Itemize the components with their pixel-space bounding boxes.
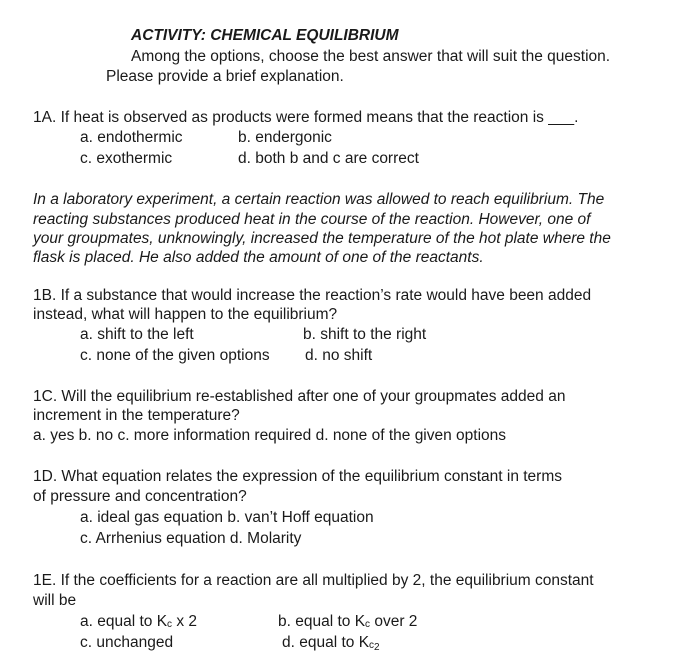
q1e-option-b-subscript: c (365, 619, 371, 630)
question-1c-line-2: increment in the temperature? (33, 407, 240, 424)
question-1c-line-1: 1C. Will the equilibrium re-established after one of your groupmates added an (33, 388, 566, 405)
q1e-option-b (278, 612, 417, 634)
q1b-option-d: d. no shift (305, 347, 373, 364)
scenario-line-4: flask is placed. He also added the amount of one of the reactants. (33, 249, 484, 266)
q1a-option-c: c. exothermic (80, 150, 173, 167)
q1e-option-d (282, 633, 380, 655)
q1d-options-line-1: a. ideal gas equation b. van’t Hoff equation (80, 509, 374, 526)
q1e-option-a-subscript: c (167, 619, 173, 630)
q1b-option-b: b. shift to the right (303, 326, 427, 343)
question-1d-line-2: of pressure and concentration? (33, 488, 247, 505)
question-1e-line-1: 1E. If the coefficients for a reaction are all multiplied by 2, the equilibrium constant (33, 572, 594, 589)
instruction-line-1: Among the options, choose the best answer that will suit the question. (131, 48, 611, 65)
instruction-line-2: Please provide a brief explanation. (106, 68, 344, 85)
activity-title: ACTIVITY: CHEMICAL EQUILIBRIUM (131, 27, 399, 44)
question-1b-line-2: instead, what will happen to the equilibrium? (33, 306, 338, 323)
question-1a: 1A. If heat is observed as products were formed means that the reaction is ___. (33, 109, 579, 126)
question-1d-line-1: 1D. What equation relates the expression of the equilibrium constant in terms (33, 468, 562, 485)
question-1e-line-2: will be (33, 592, 77, 609)
q1e-option-a (80, 612, 197, 634)
scenario-line-3: your groupmates, unknowingly, increased the temperature of the hot plate where the (33, 230, 611, 247)
q1b-option-a: a. shift to the left (80, 326, 194, 343)
q1e-option-d-subscript: c (369, 640, 375, 651)
q1a-option-d: d. both b and c are correct (238, 150, 419, 167)
scenario-line-2: reacting substances produced heat in the course of the reaction. However, one of (33, 211, 591, 228)
scenario-line-1: In a laboratory experiment, a certain reaction was allowed to reach equilibrium. The (33, 191, 605, 208)
q1a-option-b: b. endergonic (238, 129, 332, 146)
q1e-option-b-prefix: b. equal to K (278, 613, 366, 630)
q1a-option-a: a. endothermic (80, 129, 183, 146)
q1e-option-d-exponent: 2 (374, 642, 380, 653)
q1c-options: a. yes b. no c. more information required d. none of the given options (33, 427, 507, 444)
q1b-option-c: c. none of the given options (80, 347, 270, 364)
q1e-option-c: c. unchanged (80, 634, 174, 651)
q1e-option-a-suffix: x 2 (172, 613, 198, 630)
q1e-option-b-suffix: over 2 (370, 613, 418, 630)
q1e-option-a-prefix: a. equal to K (80, 613, 168, 630)
q1d-options-line-2: c. Arrhenius equation d. Molarity (80, 530, 302, 547)
question-1b-line-1: 1B. If a substance that would increase the reaction’s rate would have been added (33, 287, 592, 304)
q1e-option-d-prefix: d. equal to K (282, 634, 370, 651)
